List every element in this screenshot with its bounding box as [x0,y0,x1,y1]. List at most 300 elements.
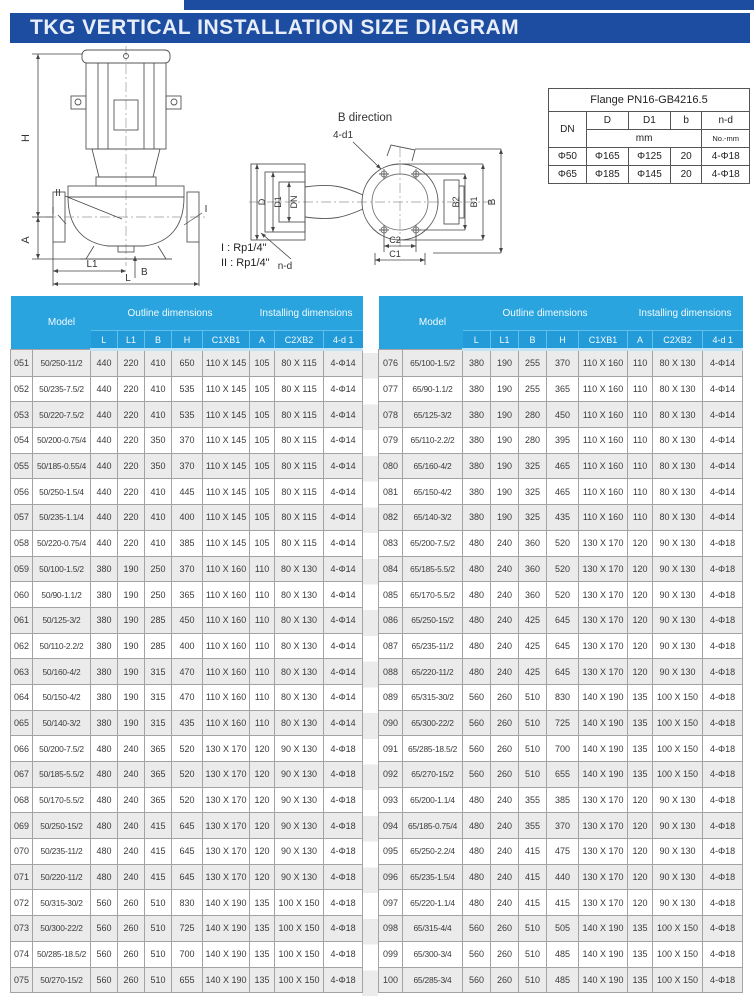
row-number: Φ65 [549,166,587,184]
value-cell: 520 [547,582,579,608]
row-number: 068 [11,787,33,813]
table-row [11,376,363,402]
value-cell: 110 X 160 [203,684,250,710]
flange-col-nd: n-d [702,112,750,130]
dim-label-b: B [141,267,148,278]
value-cell: 110 X 160 [579,428,628,454]
row-number: 052 [11,376,33,402]
value-cell: 20 [670,166,701,184]
value-cell: 560 [463,941,491,967]
dim-label-h: H [20,134,32,142]
value-cell: 355 [519,813,547,839]
table-row [379,864,743,890]
value-cell: 100 X 150 [275,890,324,916]
value-cell: 110 [250,710,275,736]
value-cell: 80 X 130 [653,376,703,402]
value-cell: 645 [172,813,203,839]
model-cell: 50/90-1.1/2 [33,582,91,608]
model-cell: 65/160-4/2 [403,453,463,479]
value-cell: 110 X 160 [579,479,628,505]
model-cell: 65/220-1.1/4 [403,890,463,916]
dimension-table-right [378,296,743,993]
value-cell: 560 [91,967,118,993]
value-cell: 110 X 145 [203,402,250,428]
value-cell: 440 [91,453,118,479]
col-l: L [463,331,491,350]
value-cell: 260 [118,941,145,967]
row-number: 098 [379,916,403,942]
table-row [11,813,363,839]
row-number: 092 [379,762,403,788]
value-cell: 90 X 130 [275,839,324,865]
value-cell: 510 [519,941,547,967]
value-cell: 110 X 160 [203,659,250,685]
value-cell: 480 [463,864,491,890]
value-cell: 280 [519,402,547,428]
value-cell: 110 X 145 [203,453,250,479]
value-cell: 4-Φ18 [703,941,743,967]
value-cell: 240 [491,864,519,890]
value-cell: 520 [172,762,203,788]
dim-label-l1: L1 [86,259,98,270]
pump-side-view-diagram [8,46,246,288]
value-cell: 350 [145,453,172,479]
row-number: 057 [11,505,33,531]
value-cell: 425 [519,633,547,659]
value-cell: 4-Φ14 [324,530,363,556]
row-number: 056 [11,479,33,505]
label-d1: D1 [273,196,283,208]
value-cell: 440 [91,505,118,531]
value-cell: 240 [491,839,519,865]
value-cell: 4-Φ18 [703,530,743,556]
col-l1: L1 [118,331,145,350]
value-cell: 105 [250,453,275,479]
value-cell: 365 [145,762,172,788]
value-cell: 4-Φ14 [324,659,363,685]
value-cell: 440 [91,530,118,556]
value-cell: 435 [547,505,579,531]
row-number: 096 [379,864,403,890]
title-bar [10,13,750,43]
value-cell: 440 [91,402,118,428]
value-cell: 90 X 130 [275,736,324,762]
table-row [11,890,363,916]
value-cell: 510 [519,684,547,710]
value-cell: 190 [491,402,519,428]
value-cell: 480 [91,787,118,813]
value-cell: 80 X 130 [653,479,703,505]
label-c1: C1 [389,249,401,259]
value-cell: 120 [250,736,275,762]
value-cell: 480 [91,864,118,890]
value-cell: 240 [491,787,519,813]
row-number: 099 [379,941,403,967]
value-cell: 560 [463,684,491,710]
flange-col-d: D [586,112,628,130]
table-header-row [379,296,743,331]
value-cell: 560 [91,916,118,942]
model-cell: 50/110-2.2/2 [33,633,91,659]
value-cell: 100 X 150 [275,916,324,942]
table-row [379,582,743,608]
value-cell: 480 [463,607,491,633]
value-cell: 480 [463,556,491,582]
value-cell: 4-Φ18 [702,166,750,184]
value-cell: 100 X 150 [653,762,703,788]
value-cell: 480 [463,659,491,685]
model-cell: 50/250-15/2 [33,813,91,839]
model-cell: 50/300-22/2 [33,916,91,942]
value-cell: 110 [628,453,653,479]
value-cell: 480 [91,762,118,788]
value-cell: 80 X 115 [275,453,324,479]
dim-label-l: L [125,273,131,284]
value-cell: 480 [463,633,491,659]
value-cell: 830 [172,890,203,916]
model-cell: Φ165 [586,148,628,166]
model-cell: 50/140-3/2 [33,710,91,736]
value-cell: 80 X 115 [275,479,324,505]
col-4d1: 4-d 1 [703,331,743,350]
value-cell: 4-Φ14 [703,350,743,377]
number-col-header [379,296,403,350]
model-cell: 65/100-1.5/2 [403,350,463,377]
value-cell: 485 [547,967,579,993]
value-cell: 110 [628,479,653,505]
value-cell: 4-Φ18 [703,684,743,710]
label-b2: B2 [451,196,461,208]
value-cell: 415 [519,839,547,865]
flange-col-dn: DN [549,112,587,148]
model-cell: 65/170-5.5/2 [403,582,463,608]
value-cell: 440 [91,428,118,454]
outline-dimensions-header: Outline dimensions [91,296,250,331]
value-cell: 365 [172,582,203,608]
value-cell: 370 [172,428,203,454]
value-cell: 510 [145,890,172,916]
value-cell: 400 [172,505,203,531]
model-cell: 65/300-3/4 [403,941,463,967]
label-n-d: n-d [277,261,293,272]
value-cell: 100 X 150 [653,684,703,710]
value-cell: 395 [547,428,579,454]
value-cell: 520 [547,556,579,582]
value-cell: 350 [145,428,172,454]
model-cell: 50/315-30/2 [33,890,91,916]
value-cell: 130 X 170 [579,839,628,865]
table-row [379,530,743,556]
value-cell: 4-Φ14 [324,556,363,582]
value-cell: 120 [250,787,275,813]
table-row [11,633,363,659]
value-cell: 4-Φ18 [324,813,363,839]
model-cell: 65/200-7.5/2 [403,530,463,556]
value-cell: 130 X 170 [579,633,628,659]
b-direction-title: B direction [337,112,393,124]
value-cell: 415 [519,864,547,890]
flange-unit-nomm: No.-mm [702,130,750,148]
table-row [11,916,363,942]
value-cell: 700 [547,736,579,762]
value-cell: 370 [547,350,579,377]
value-cell: 520 [172,787,203,813]
label-b1: B1 [469,196,479,208]
value-cell: 135 [250,967,275,993]
model-cell: 65/125-3/2 [403,402,463,428]
value-cell: 435 [172,710,203,736]
model-cell: 65/315-30/2 [403,684,463,710]
table-row [379,967,743,993]
row-number: 097 [379,890,403,916]
value-cell: 410 [145,376,172,402]
value-cell: 120 [628,556,653,582]
value-cell: 135 [628,916,653,942]
value-cell: 280 [519,428,547,454]
value-cell: 510 [519,967,547,993]
value-cell: 135 [628,710,653,736]
value-cell: 110 X 145 [203,505,250,531]
value-cell: 110 X 160 [579,350,628,377]
value-cell: 480 [463,813,491,839]
value-cell: 140 X 190 [203,967,250,993]
value-cell: 90 X 130 [653,813,703,839]
value-cell: 250 [145,556,172,582]
col-a: A [250,331,275,350]
row-number: 080 [379,453,403,479]
value-cell: 80 X 130 [275,582,324,608]
value-cell: 260 [491,710,519,736]
value-cell: 135 [628,736,653,762]
label-d: D [257,198,267,206]
value-cell: 90 X 130 [275,787,324,813]
value-cell: 4-Φ14 [324,582,363,608]
value-cell: 130 X 170 [203,762,250,788]
value-cell: 135 [250,941,275,967]
value-cell: 130 X 170 [203,839,250,865]
value-cell: 360 [519,556,547,582]
model-cell: 65/285-3/4 [403,967,463,993]
value-cell: 110 [250,633,275,659]
value-cell: 130 X 170 [579,659,628,685]
value-cell: 110 X 145 [203,530,250,556]
value-cell: 100 X 150 [653,941,703,967]
value-cell: 190 [118,556,145,582]
value-cell: 140 X 190 [579,710,628,736]
value-cell: 240 [491,890,519,916]
value-cell: 535 [172,376,203,402]
model-cell: 50/285-18.5/2 [33,941,91,967]
value-cell: 315 [145,684,172,710]
value-cell: 4-Φ14 [324,505,363,531]
model-cell: 65/315-4/4 [403,916,463,942]
value-cell: 315 [145,710,172,736]
value-cell: 480 [463,839,491,865]
value-cell: 4-Φ18 [324,787,363,813]
value-cell: 4-Φ14 [703,376,743,402]
row-number: 085 [379,582,403,608]
table-row [11,505,363,531]
model-cell: 50/270-15/2 [33,967,91,993]
table-row [11,556,363,582]
value-cell: 110 [250,684,275,710]
value-cell: 260 [118,916,145,942]
value-cell: 190 [118,659,145,685]
value-cell: 80 X 130 [653,453,703,479]
row-number: 087 [379,633,403,659]
value-cell: 130 X 170 [579,813,628,839]
value-cell: 90 X 130 [653,787,703,813]
value-cell: 380 [91,659,118,685]
value-cell: 325 [519,479,547,505]
dim-label-a: A [20,236,32,244]
value-cell: 480 [91,839,118,865]
value-cell: 410 [145,350,172,377]
value-cell: 4-Φ18 [702,148,750,166]
value-cell: 4-Φ18 [324,967,363,993]
value-cell: 105 [250,428,275,454]
value-cell: 480 [463,787,491,813]
model-cell: 50/235-7.5/2 [33,376,91,402]
value-cell: 120 [628,813,653,839]
value-cell: 120 [628,864,653,890]
value-cell: 120 [628,633,653,659]
value-cell: 255 [519,350,547,377]
value-cell: 4-Φ18 [324,736,363,762]
row-number: 094 [379,813,403,839]
table-row [549,166,750,184]
value-cell: 130 X 170 [579,530,628,556]
dimension-table-left [10,296,363,993]
value-cell: 560 [463,916,491,942]
value-cell: 380 [463,479,491,505]
value-cell: 90 X 130 [653,582,703,608]
value-cell: 535 [172,402,203,428]
port-label-i-left: I [51,206,55,217]
value-cell: 655 [547,762,579,788]
table-row [549,148,750,166]
value-cell: 260 [491,967,519,993]
value-cell: 110 X 160 [203,582,250,608]
value-cell: 130 X 170 [579,607,628,633]
table-gap-stripes [362,353,378,996]
value-cell: 110 [628,428,653,454]
col-4d1: 4-d 1 [324,331,363,350]
value-cell: 645 [172,864,203,890]
table-row [379,813,743,839]
label-c2: C2 [389,235,401,245]
table-row [379,428,743,454]
value-cell: 80 X 130 [653,350,703,377]
value-cell: 110 X 160 [579,376,628,402]
value-cell: 560 [463,762,491,788]
value-cell: 365 [145,736,172,762]
model-cell: 65/110-2.2/2 [403,428,463,454]
table-row [11,941,363,967]
table-row [11,659,363,685]
row-number: 093 [379,787,403,813]
value-cell: 140 X 190 [579,684,628,710]
value-cell: 830 [547,684,579,710]
table-row [11,762,363,788]
model-cell: 50/235-1.1/4 [33,505,91,531]
value-cell: 190 [491,350,519,377]
value-cell: 325 [519,453,547,479]
value-cell: 105 [250,479,275,505]
value-cell: 140 X 190 [579,762,628,788]
value-cell: 80 X 130 [275,607,324,633]
table-row [379,839,743,865]
value-cell: 120 [628,659,653,685]
value-cell: 365 [145,787,172,813]
label-dn: DN [289,195,299,209]
value-cell: 260 [491,684,519,710]
value-cell: 240 [491,530,519,556]
table-row [379,505,743,531]
page-title: TKG VERTICAL INSTALLATION SIZE DIAGRAM [30,16,520,39]
flange-header-row [549,112,750,130]
value-cell: 365 [547,376,579,402]
table-row [379,607,743,633]
value-cell: 510 [519,710,547,736]
value-cell: 4-Φ14 [703,428,743,454]
value-cell: 4-Φ14 [703,453,743,479]
row-number: 091 [379,736,403,762]
row-number: 075 [11,967,33,993]
pump-top-view-diagram [243,95,533,285]
value-cell: 4-Φ18 [703,556,743,582]
value-cell: 440 [547,864,579,890]
value-cell: 480 [463,890,491,916]
row-number: 058 [11,530,33,556]
value-cell: 4-Φ18 [324,839,363,865]
value-cell: 90 X 130 [653,659,703,685]
row-number: 067 [11,762,33,788]
value-cell: 120 [250,813,275,839]
value-cell: 450 [172,607,203,633]
value-cell: 105 [250,350,275,377]
table-row [11,864,363,890]
value-cell: 355 [519,787,547,813]
value-cell: 725 [172,916,203,942]
value-cell: 130 X 170 [203,736,250,762]
table-row [11,839,363,865]
value-cell: 380 [91,556,118,582]
value-cell: 445 [172,479,203,505]
value-cell: 90 X 130 [653,890,703,916]
table-row [11,582,363,608]
value-cell: 440 [91,479,118,505]
value-cell: 110 [628,402,653,428]
row-number: 083 [379,530,403,556]
model-cell: 50/185-0.55/4 [33,453,91,479]
model-cell: 50/150-4/2 [33,684,91,710]
value-cell: 110 X 160 [579,453,628,479]
model-cell: 50/185-5.5/2 [33,762,91,788]
value-cell: 190 [118,710,145,736]
value-cell: 80 X 130 [653,505,703,531]
value-cell: 220 [118,505,145,531]
flange-table [548,88,750,184]
value-cell: 80 X 130 [653,402,703,428]
value-cell: 470 [172,659,203,685]
value-cell: 110 X 160 [579,402,628,428]
col-c2xb2: C2XB2 [653,331,703,350]
row-number: 060 [11,582,33,608]
table-row [11,967,363,993]
row-number: 090 [379,710,403,736]
table-row [11,428,363,454]
